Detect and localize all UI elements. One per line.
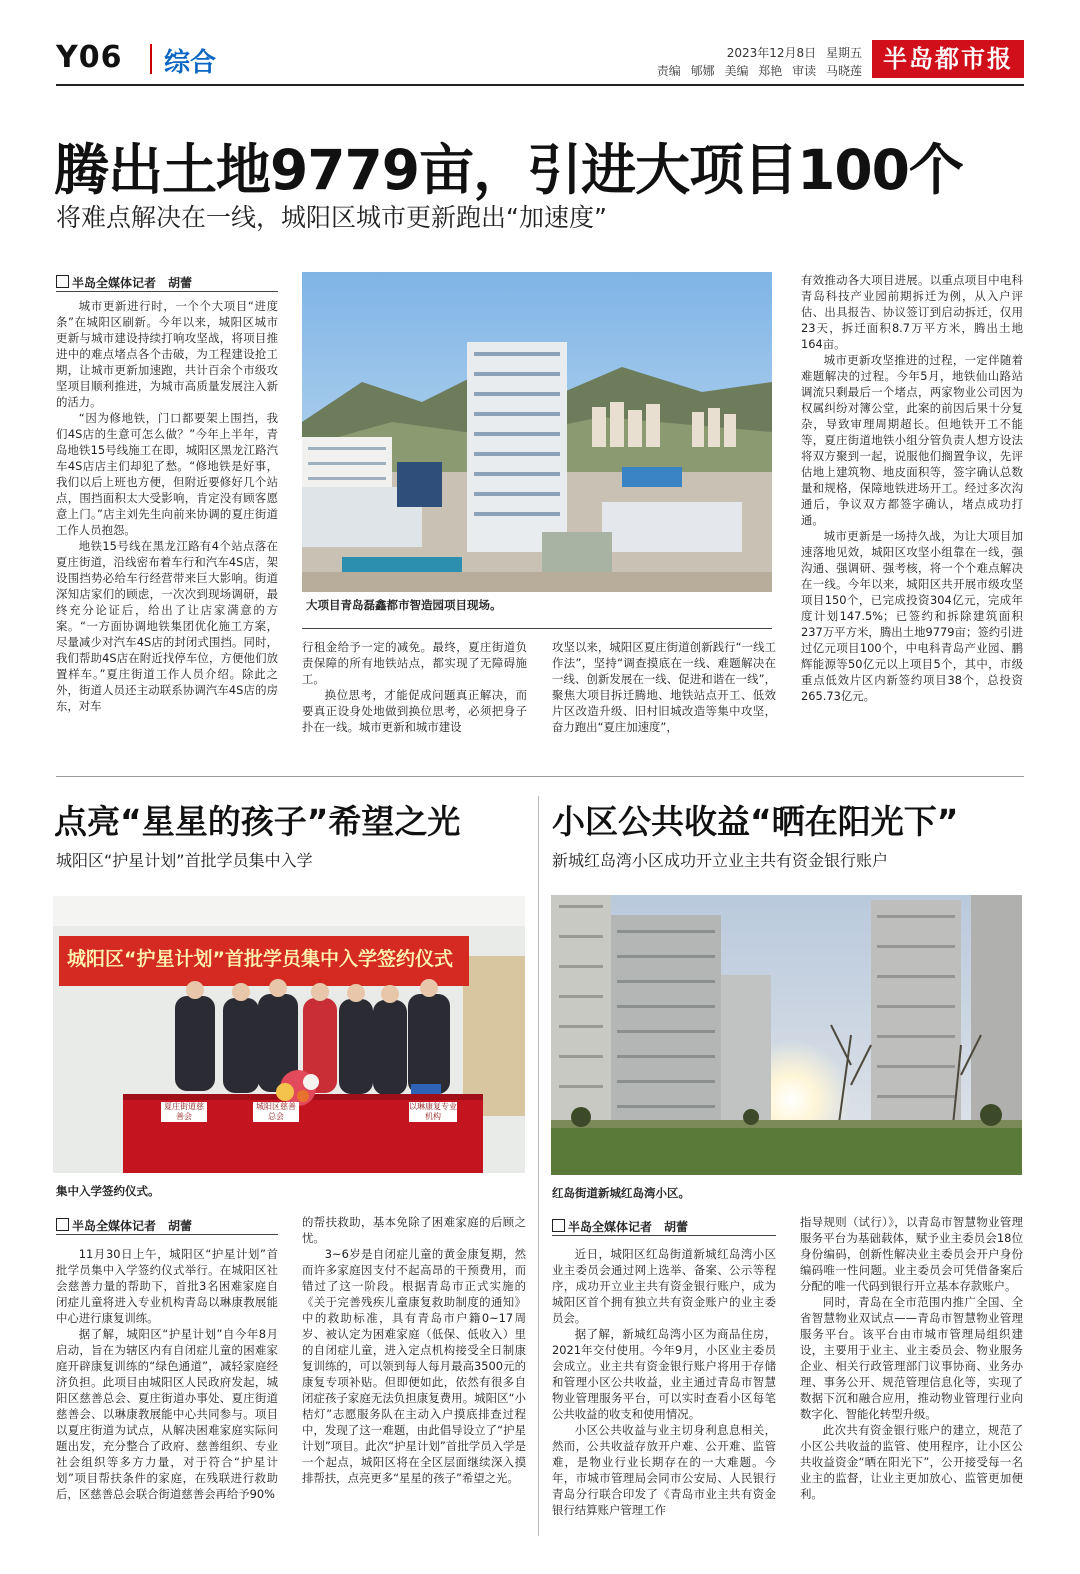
lead-headline: 腾出土地9779亩，引进大项目100个 [54,138,963,202]
left-story-column-1: 11月30日上午，城阳区“护星计划”首批学员集中入学签约仪式举行。在城阳区社会慈善力量的帮助下，首批3名困难家庭自闭症儿童将进入专业机构青岛以琳康教展能中心进行康复训练。 据了解，城阳区“护星计划”自今年8月启动，旨在为辖区内有自闭症儿童的困难家庭开辟康复训练的“绿色通道”，减轻家庭经济负担。此项目由城阳区人民政府发起，城阳区慈善总会、夏庄街道办事处、夏庄街道慈善会、以琳康教展能中心共同参与。项目以夏庄街道为试点，从解决困难家庭实际问题出发，充分整合了政府、慈善组织、专业社会组织等多方力量，对于符合“护星计划”项目帮扶条件的家庭，在残联进行救助后，区慈善总会联合街道慈善会再给予90% [56,1247,278,1501]
lead-subhead: 将难点解决在一线，城阳区城市更新跑出“加速度” [56,203,607,232]
residential-photo-caption: 红岛街道新城红岛湾小区。 [552,1186,690,1200]
lead-column-3: 攻坚以来，城阳区夏庄街道创新践行“一线工作法”，坚持“调查摸底在一线、难题解决在一线、创新发展在一线、促进和谐在一线”，聚焦大项目拆迁腾地、地铁站点开工、低效片区改造升级、旧村旧城改造等集中攻坚，奋力跑出“夏庄加速度”， [552,640,776,734]
editor-role: 审读 [792,64,817,78]
page-number: Y06 [56,40,123,75]
left-story-subtitle: 城阳区“护星计划”首批学员集中入学 [56,851,313,870]
editor-name: 马晓莲 [825,64,862,78]
right-story-column-1: 近日，城阳区红岛街道新城红岛湾小区业主委员会通过网上选举、备案、公示等程序，成功开立业主共有资金银行账户，成为城阳区首个拥有独立共有资金账户的业主委员会。 据了解，新城红岛湾小区为商品住房，2021年交付使用。今年9月，小区业主委员会成立。业主共有资金银行账户将用于存储和管理小区公共收益，业主通过青岛市智慧物业管理服务平台，可以实时查看小区每笔公共收益的收支和使用情况。 小区公共收益与业主切身利息息相关，然而，公共收益存放开户难、公开难、监管难，是物业行业长期存在的一大难题。今年，市城市管理局会同市公安局、人民银行青岛分行联合印发了《青岛市业主共有资金银行结算账户管理工作 [552,1247,776,1517]
name-plaque: 城阳区慈善总会 [253,1102,299,1122]
header-separator [150,44,152,74]
byline-rule [56,1234,278,1235]
left-story-byline: 半岛全媒体记者 胡蕾 [56,1217,192,1234]
editors-line [640,62,862,80]
editor-name: 郑艳 [758,64,783,78]
section-label: 综合 [164,48,217,78]
lead-column-2: 行租金给予一定的减免。最终，夏庄街道负责保障的所有地铁站点，都实现了无障碍施工。 换位思考，才能促成问题真正解决，而要真正设身处地做到换位思考，必须把身子扑在一线。城市更新和城市建设 [302,640,527,734]
left-story-title: 点亮“星星的孩子”希望之光 [54,802,461,841]
byline-box-icon [56,1218,69,1231]
left-story-column-2: 的帮扶救助，基本免除了困难家庭的后顾之忧。 3~6岁是自闭症儿童的黄金康复期，然而许多家庭因支付不起高昂的干预费用，而错过了这一阶段。根据青岛市正式实施的《关于完善残疾儿童康复救助制度的通知》中的救助标准，具有青岛市户籍0~17周岁、被认定为困难家庭（低保、低收入）里的自闭症儿童，进入定点机构接受全日制康复训练的，可以领到每人每月最高3500元的康复专项补贴。但即便如此，依然有很多自闭症孩子家庭无法负担康复费用。城阳区“小桔灯”志愿服务队在主动入户摸底排查过程中，发现了这一难题，由此倡导设立了“护星计划”项目。此次“护星计划”首批学员入学是一个起点，城阳区将在全区层面继续深入摸排帮扶，点亮更多“星星的孩子”希望之光。 [302,1215,526,1485]
lead-photo-caption: 大项目青岛磊鑫都市智造园项目现场。 [306,598,502,612]
issue-date-line [640,44,862,62]
lead-byline: 半岛全媒体记者 胡蕾 [56,274,192,291]
editor-role: 责编 [656,64,681,78]
header-meta [640,44,862,80]
masthead-logo: 半岛都市报 [872,40,1024,78]
lead-photo [302,272,772,592]
lead-column-4: 有效推动各大项目进展。以重点项目中电科青岛科技产业园前期拆迁为例，从入户评估、出具报告、协议签订到启动拆迁，仅用23天，拆迁面积8.7万平方米，腾出土地164亩。 城市更新攻坚推进的过程，一定伴随着难题解决的过程。今年5月，地铁仙山路站调流只剩最后一个堵点，两家物业公司因为权属纠纷对簿公堂，此案的前因后果十分复杂，导致审理周期超长。但地铁开工不能等，夏庄街道地铁小组分管负责人想方设法将双方聚到一起，说服他们搁置争议，先评估地上建筑物、地皮面积等，签字确认总数量和规格，保障地铁进场开工。经过多次沟通后，争议双方都签字确认，堵点成功打通。 城市更新是一场持久战，为让大项目加速落地见效，城阳区攻坚小组靠在一线，强沟通、强调研、强考核，将一个个难点解决在一线。今年以来，城阳区共开展市级攻坚项目150个，已完成投资304亿元，完成年度计划147.5%；已签约和拆除建筑面积237万平方米，腾出土地9779亩；签约引进过亿元项目100个，中电科青岛产业园、鹏辉能源等50亿元以上项目5个，其中，市级重点低效片区内新签约项目38个，总投资265.73亿元。 [801,273,1023,703]
name-plaque: 以琳康复专业机构 [409,1102,457,1121]
issue-weekday: 星期五 [825,46,862,60]
header-rule [56,84,1024,86]
right-story-byline: 半岛全媒体记者 胡蕾 [552,1218,688,1235]
signing-photo-caption: 集中入学签约仪式。 [56,1184,160,1198]
editor-name: 郇娜 [690,64,715,78]
editor-role: 美编 [724,64,749,78]
byline-rule [56,291,278,292]
ceremony-banner: 城阳区“护星计划”首批学员集中入学签约仪式 [67,948,453,970]
name-plaque: 夏庄街道慈善会 [161,1102,207,1122]
section-divider [56,776,1024,777]
issue-date: 2023年12月8日 [726,46,817,60]
residential-complex-photo [551,895,1022,1175]
byline-box-icon [56,275,69,288]
construction-site-image [302,272,772,592]
right-story-subtitle: 新城红岛湾小区成功开立业主共有资金银行账户 [552,851,889,870]
residential-complex-image [551,895,1022,1175]
signing-ceremony-image [53,896,525,1173]
byline-rule [552,1235,776,1236]
lead-column-1: 城市更新进行时，一个个大项目“进度条”在城阳区刷新。今年以来，城阳区城市更新与城市建设持续打响攻坚战，将项目推进中的难点堵点各个击破，为工程建设抢工期，让城市更新加速跑，共计百余个市级攻坚项目顺利推进，为城市高质量发展注入新的活力。 “因为修地铁，门口都要架上围挡，我们4S店的生意可怎么做？”今年上半年，青岛地铁15号线施工在即，城阳区黑龙江路汽车4S店店主们却犯了愁。“修地铁是好事，我们以后上班也方便，但附近要修好几个站点，围挡面积太大受影响，肯定没有顾客愿意上门。”店主刘先生向前来协调的夏庄街道工作人员抱怨。 地铁15号线在黑龙江路有4个站点落在夏庄街道，沿线密布着车行和汽车4S店，架设围挡势必给车行经营带来巨大影响。街道深知店家们的顾虑，一次次到现场调研，最终充分论证后，给出了让店家满意的方案。“一方面协调地铁集团优化施工方案，尽量减少对汽车4S店的封闭式围挡。同时，我们帮助4S店在附近找停车位，方便他们放置样车。”夏庄街道工作人员介绍。除此之外，街道人员还主动联系协调汽车4S店的房东，对车 [56,299,278,713]
right-story-column-2: 指导规则（试行）》，以青岛市智慧物业管理服务平台为基础载体，赋予业主委员会18位身份编码，创新性解决业主委员会开户身份编码唯一性问题。业主委员会可凭借备案后分配的唯一代码到银行开立基本存款账户。 同时，青岛在全市范围内推广全国、全省智慧物业双试点——青岛市智慧物业管理服务平台。该平台由市城市管理局组织建设，主要用于业主、业主委员会、物业服务企业、相关行政管理部门议事协商、业务办理、事务公开、规范管理信息化等，实现了数据下沉和融合应用，推动物业管理行业向数字化、智能化转型升级。 此次共有资金银行账户的建立，规范了小区公共收益的监管、使用程序，让小区公共收益资金“晒在阳光下”，公开接受每一名业主的监督，让业主更加放心、监管更加便利。 [800,1215,1023,1501]
caption-rule [302,628,772,629]
right-story-title: 小区公共收益“晒在阳光下” [552,802,959,841]
byline-box-icon [552,1219,565,1232]
signing-ceremony-photo [53,896,525,1173]
column-divider [538,796,539,1536]
